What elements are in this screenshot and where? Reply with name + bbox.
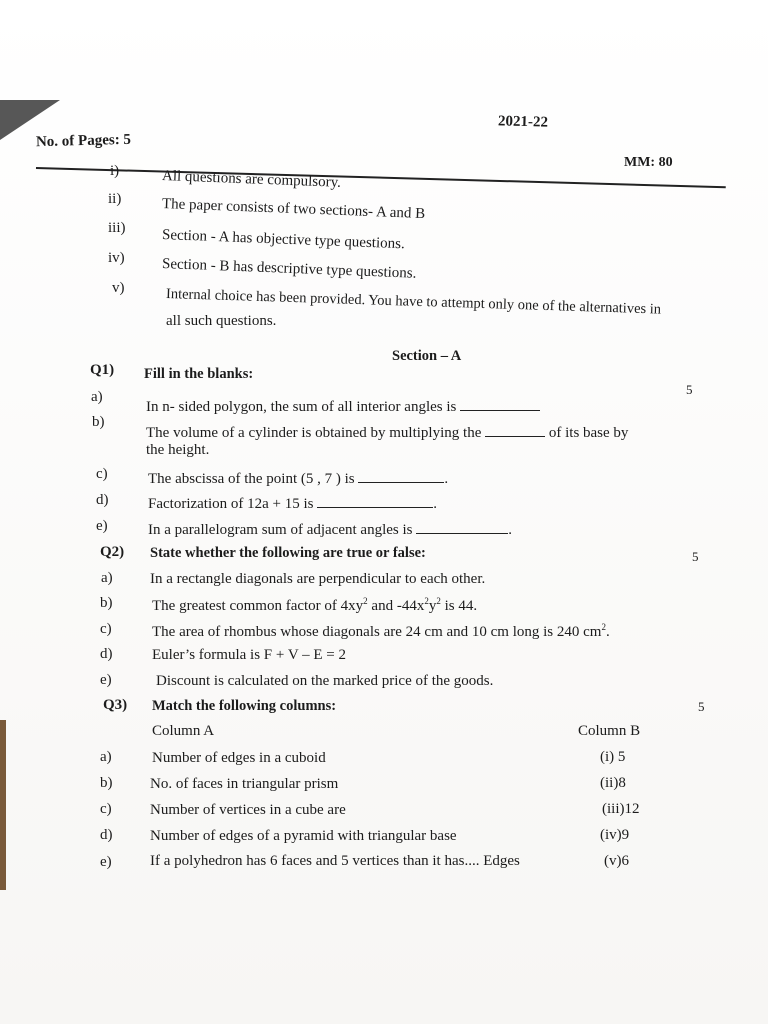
match-column-a: If a polyhedron has 6 faces and 5 vertices than it has.... Edges xyxy=(150,853,520,869)
instruction-text: Section - B has descriptive type questions. xyxy=(161,256,417,282)
instruction-text: Internal choice has been provided. You have to attempt only one of the alternatives in xyxy=(165,286,662,318)
instruction-text-continued: all such questions. xyxy=(166,313,277,329)
instruction-text: Section - A has objective type questions. xyxy=(161,227,406,253)
item-text: In a parallelogram sum of adjacent angles is xyxy=(148,522,413,538)
item-label: c) xyxy=(100,801,112,817)
column-a-header: Column A xyxy=(152,723,215,739)
match-column-b: (i) 5 xyxy=(600,749,626,765)
item-label: a) xyxy=(100,749,112,765)
instruction-text: All questions are compulsory. xyxy=(161,168,342,191)
match-column-a: Number of edges in a cuboid xyxy=(152,750,326,766)
instruction-num: iv) xyxy=(108,250,125,266)
answer-blank xyxy=(460,398,540,411)
item-label: b) xyxy=(92,414,105,430)
question-number: Q3) xyxy=(103,697,128,713)
answer-blank xyxy=(317,495,433,508)
question-number: Q2) xyxy=(100,544,125,560)
item-label: b) xyxy=(100,775,113,791)
true-false-item: The greatest common factor of $4xy^2$ and $-44x^2y^2$ is 44. xyxy=(152,596,478,614)
item-label: c) xyxy=(100,621,112,637)
true-false-item: Discount is calculated on the marked price of the goods. xyxy=(156,673,494,689)
fill-blank-item xyxy=(146,398,540,416)
match-column-b: (iv)9 xyxy=(600,827,630,843)
item-label: e) xyxy=(100,854,112,870)
true-false-item: Euler’s formula is F + V – E = 2 xyxy=(152,647,346,663)
session-year: 2021-22 xyxy=(497,113,549,131)
instruction-num: ii) xyxy=(108,191,122,207)
item-label: a) xyxy=(101,570,113,586)
item-text: The volume of a cylinder is obtained by multiplying the xyxy=(146,425,482,441)
fill-blank-item: Factorization of 12a + 15 is . xyxy=(148,496,438,512)
item-label: d) xyxy=(100,646,113,662)
item-text: In n- sided polygon, the sum of all interior angles is xyxy=(146,399,457,415)
item-text: The abscissa of the point (5 , 7 ) is xyxy=(148,471,355,487)
item-label: c) xyxy=(96,466,108,482)
match-column-a: No. of faces in triangular prism xyxy=(150,776,339,792)
match-column-b: (iii)12 xyxy=(602,801,640,817)
true-false-item: The area of rhombus whose diagonals are 24 cm and 10 cm long is 240 $cm^2$. xyxy=(152,622,610,640)
question-marks: 5 xyxy=(698,699,705,714)
fill-blank-item: In a parallelogram sum of adjacent angles is . xyxy=(148,522,512,538)
instruction-text: The paper consists of two sections- A and B xyxy=(161,196,426,223)
match-column-b: (ii)8 xyxy=(600,775,626,791)
instruction-num: iii) xyxy=(108,220,126,236)
answer-blank xyxy=(485,424,545,437)
fill-blank-item: The abscissa of the point (5 , 7 ) is . xyxy=(148,471,449,487)
question-title: Match the following columns: xyxy=(152,698,337,714)
max-marks: MM: 80 xyxy=(624,155,673,170)
page-edge xyxy=(0,720,6,890)
item-text: Factorization of 12a + 15 is xyxy=(148,496,314,512)
item-label: e) xyxy=(100,672,112,688)
item-text-after: of its base by xyxy=(548,425,629,441)
column-b-header: Column B xyxy=(578,723,641,739)
instruction-num: v) xyxy=(112,280,125,296)
item-label: d) xyxy=(96,492,109,508)
item-text-continued: the height. xyxy=(146,442,210,458)
header-rule xyxy=(36,167,726,188)
match-column-b: (v)6 xyxy=(604,853,629,869)
section-title: Section – A xyxy=(392,348,462,364)
answer-blank xyxy=(358,470,444,483)
question-title: Fill in the blanks: xyxy=(144,366,254,382)
item-label: a) xyxy=(91,389,103,405)
answer-blank xyxy=(416,521,508,534)
match-column-a: Number of edges of a pyramid with triangular base xyxy=(150,828,457,844)
question-marks: 5 xyxy=(686,382,693,397)
item-label: e) xyxy=(96,518,108,534)
question-number: Q1) xyxy=(90,362,115,378)
page-count: No. of Pages: 5 xyxy=(35,131,132,151)
fill-blank-item xyxy=(146,424,628,442)
question-title: State whether the following are true or false: xyxy=(150,545,426,561)
item-label: d) xyxy=(100,827,113,843)
match-column-a: Number of vertices in a cube are xyxy=(150,802,346,818)
question-marks: 5 xyxy=(692,549,699,564)
true-false-item: In a rectangle diagonals are perpendicular to each other. xyxy=(150,571,486,587)
instruction-num: i) xyxy=(110,163,120,179)
item-label: b) xyxy=(100,595,113,611)
